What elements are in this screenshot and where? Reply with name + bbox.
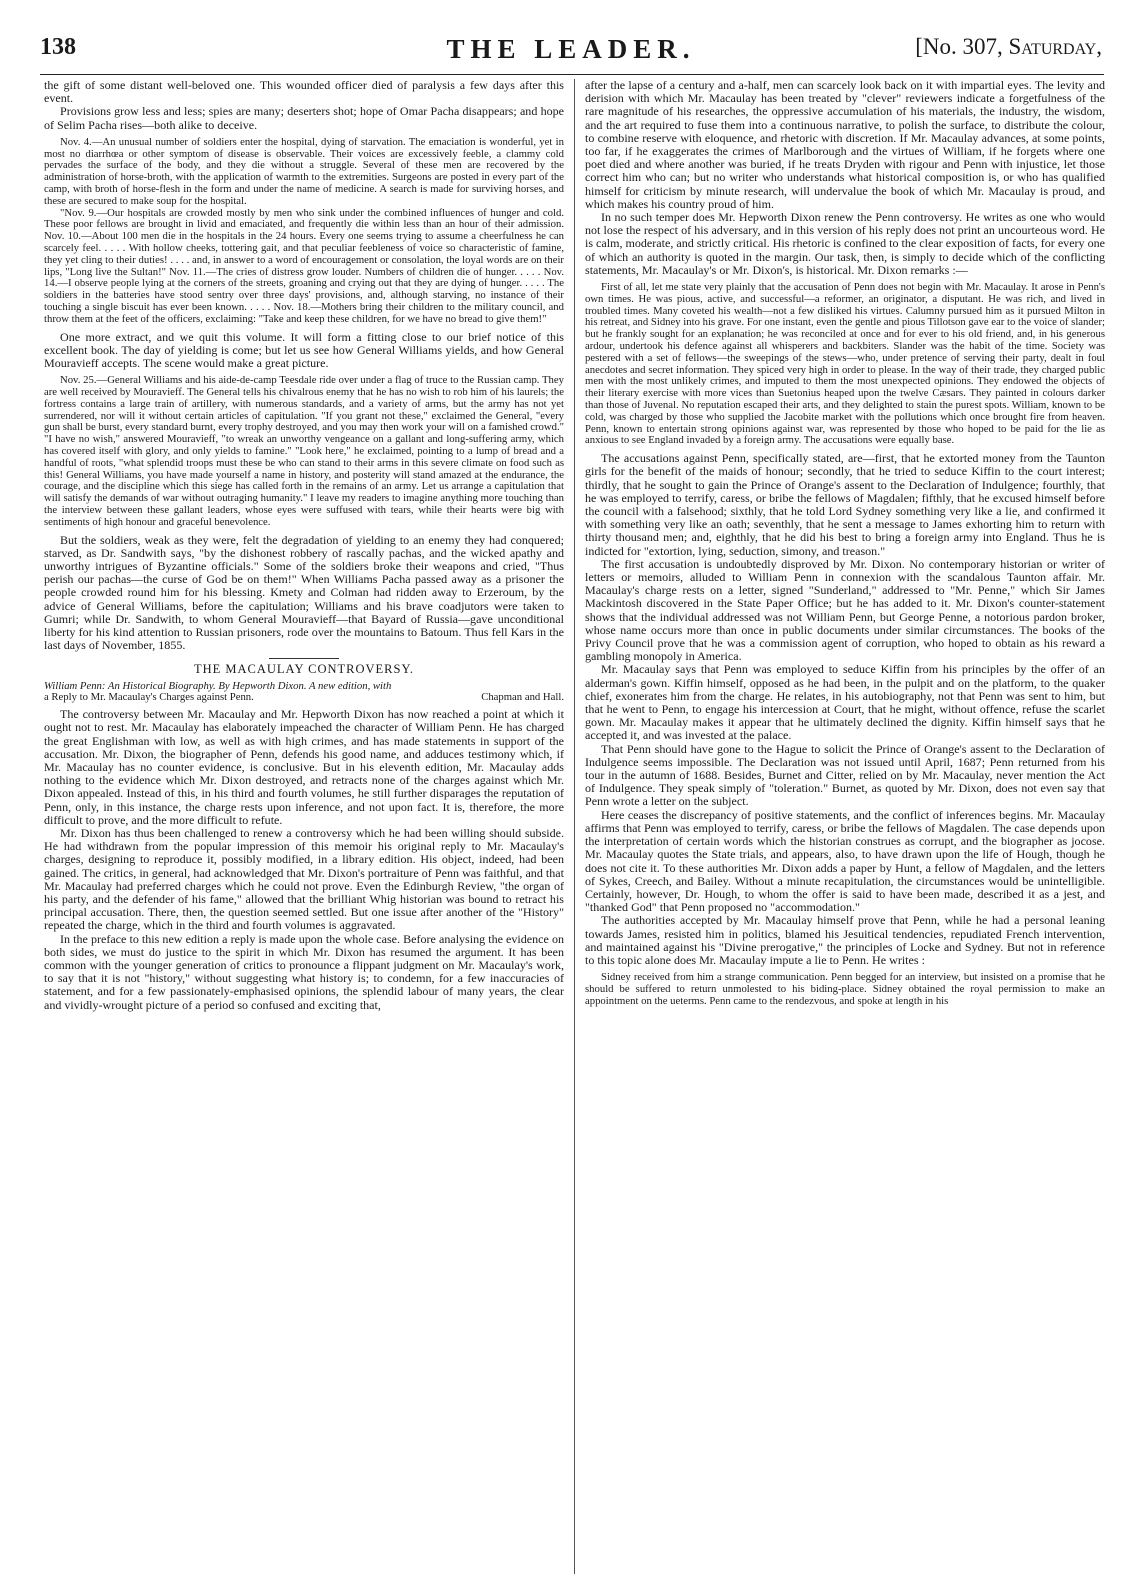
paragraph: The accusations against Penn, specifically stated, are—first, that he extorted money from the Taunton girls for the benefit of the maids of honour; secondly, that he tried to seduce Kiffin to the court interest; thirdly, that he sought to gain the Prince of Orange's assent to the Declaration of Indulgence; fourthly, that he was employed to terrify, caress, or bribe the fellows of Magdalen; fifthly, that he excused himself before the council with a falsehood; sixthly, that he told Lord Sydney something very like a lie, and confirmed it with something very like an oath; seventhly, that he sent a message to James exhorting him to return with thirty thousand men; and, eighthly, that he did his best to bring a foreign army into England. Thus he is indicted for "extortion, lying, seduction, simony, and treason." [585,451,1105,558]
page-number: 138 [40,34,76,60]
quoted-extract: Nov. 4.—An unusual number of soldiers enter the hospital, dying of starvation. The emaciation is wonderful, yet in most no diarrhœa or other symptom of disease is observable. Their voices are excessively feeble, a clammy cold pervades the surface of the body, and they die without a struggle. Several of these men are recovered by the administration of horse-broth, with the application of warmth to the extremities. Surgeons are posted in every part of the camp, with broth of horse-flesh in the form and under the name of medicine. A search is made for surviving horses, and these are secured to make soup for the hospital. [44,135,564,207]
issue-day: Saturday, [1008,34,1102,59]
quoted-extract: First of all, let me state very plainly that the accusation of Penn does not begin with Mr. Macaulay. It arose in Penn's own times. He was pious, active, and successful—a reformer, an originator, a disputant. He was rich, and lived in troubled times. Many coveted his wealth—not a few disliked his virtues. Calumny pursued him as it pursued Milton in his retreat, and Sidney into his grave. For one instant, even the gentle and pious Tillotson gave ear to the voice of slander; but he frankly sought for an explanation; he was reconciled at once and for ever to his old friend, and, in his generous ardour, undertook his defence against all whisperers and backbiters. Slander was the habit of the time. Society was pestered with a set of fellows—the sweepings of the stews—who, under pretence of serving their party, dealt in foul anecdotes and secret information. They spiced very high in order to please. In the way of their trade, they charged public men with the most unlikely crimes, and imputed to them the most unexpected opinions. They endowed the objects of their literary exercise with more vices than Suetonius heaped upon the twelve Cæsars. They painted in colours darker than those of Juvenal. No reputation escaped their arts, and they delighted to stain the purest spots. William, known to be cold, was charged by those who supplied the Jacobite market with the pollutions which once brought fire from heaven. Penn, known to entertain strong opinions against war, was represented by those who hoped to be paid for the lie as anxious to see England invaded by a foreign army. The accusations were equally base. [585,281,1105,447]
paragraph: But the soldiers, weak as they were, felt the degradation of yielding to an enemy they had conquered; starved, as Dr. Sandwith says, "by the dishonest robbery of rascally pachas, and the wicked apathy and unworthy intrigues of Byzantine officials." Some of the soldiers broke their weapons and cried, "Thus perish our pachas—the curse of God be on them!" When Williams Pacha passed away as a prisoner the people crowded round him for his blessing. Kmety and Colman had ridden away to Erzeroum, by the advice of General Williams, before the capitulation; Williams and his brave coadjutors were taken to Gumri; while Dr. Sandwith, to whom General Mouravieff—that Bayard of Russia—gave unconditional liberty for his kind attention to Russian prisoners, rode over the mountains to Batoum. Thus fell Kars in the last days of November, 1855. [44,532,564,653]
paragraph: The controversy between Mr. Macaulay and Mr. Hepworth Dixon has now reached a point at which it ought not to rest. Mr. Macaulay has elaborately impeached the character of William Penn. He has charged the great Englishman with low, as well as with high crimes, and has made statements in support of the accusation. Mr. Dixon, the biographer of Penn, defends his good name, and adduces testimony which, if Mr. Macaulay has no counter evidence, is conclusive. But in his eleventh edition, Mr. Macaulay adds nothing to the evidence which Mr. Dixon destroyed, and retracts none of the charges against which Mr. Dixon appealed. Instead of this, in his third and fourth volumes, he still further disparages the reputation of Penn, only, in this instance, the charge rests upon inference, and not upon fact. It is, therefore, the more difficult to prove, and the more difficult to refute. [44,707,564,827]
quoted-extract: Sidney received from him a strange communication. Penn begged for an interview, but insisted on a promise that he should be suffered to return unmolested to his biding-place. Sidney obtained the royal permission to make an appointment on the ueterms. Penn came to the rendezvous, and spoke at length in his [585,971,1105,1007]
book-citation-subtitle: a Reply to Mr. Macaulay's Charges against Penn. [44,691,254,704]
book-citation [44,681,564,705]
right-column [585,79,1105,1574]
issue-info [915,34,1102,60]
quoted-extract: Nov. 25.—General Williams and his aide-de-camp Teesdale ride over under a flag of truce to the Russian camp. They are well received by Mouravieff. The General tells his chivalrous enemy that he has no wish to rob him of his laurels; the fortress contains a large train of artillery, with numerous standards, and a variety of arms, but the army has not yet surrendered, nor will it without certain articles of capitulation. "If you grant not these," exclaimed the General, "every gun shall be burst, every standard burnt, every trophy destroyed, and you may then work your will on a famished crowd." "I have no wish," answered Mouravieff, "to wreak an unworthy vengeance on a gallant and long-suffering army, which has covered itself with glory, and only yields to famine." "Look here," he exclaimed, pointing to a lump of bread and a handful of roots, "what splendid troops must these be who can stand to their arms in this severe climate on food such as this! General Williams, you have made yourself a name in history, and posterity will stand amazed at the endurance, the courage, and the discipline which this siege has called forth in the remains of an army. Let us arrange a capitulation that will satisfy the demands of war without outraging humanity." I leave my readers to imagine anything more touching than the interview between these gallant leaders, whose eyes were suffused with tears, while their hearts were big with sentiments of high honour and graceful benevolence. [44,374,564,528]
left-column [44,79,564,1574]
paragraph: Here ceases the discrepancy of positive statements, and the conflict of inferences begins. Mr. Macaulay affirms that Penn was employed to terrify, caress, or bribe the fellows of Magdalen. The case depends upon the interpretation of certain words which the historian construes as corrupt, and the biographer as jocose. Mr. Macaulay quotes the State trials, and appears, also, to have drawn upon the life of Hough, though he does not cite it. To these authorities Mr. Dixon adds a paper by Hunt, a fellow of Magdalen, and the letters of Sykes, Creech, and Bailey. Without a minute recapitulation, the circumstances would be unintelligible. Certainly, however, Dr. Hough, to whom the offer is said to have been made, described it as a jest, and "thanked God" that Penn proposed no "accommodation." [585,807,1105,915]
issue-number: [No. 307, [915,34,1009,59]
paragraph: The first accusation is undoubtedly disproved by Mr. Dixon. No contemporary historian or writer of letters or memoirs, alluded to William Penn in connexion with the scandalous Taunton affair. Mr. Macaulay's charge rests on a letter, signed "Sunderland," addressed to "Mr. Penne," which Sir James Mackintosh discovered in the State Paper Office; but he has added to it. Mr. Dixon's counter-statement shows that the individual addressed was not William Penn, but George Penne, a notorious pardon broker, whose name occurs more than once in public documents under similar circumstances. The books of the Privy Council prove that he was a commission agent of corruption, who hoped to obtain as his reward a gambling monopoly in America. [585,556,1105,664]
paragraph: That Penn should have gone to the Hague to solicit the Prince of Orange's assent to the Declaration of Indulgence seems impossible. The Declaration was not issued until April, 1687; Penn returned from his tour in the autumn of 1688. Besides, Burnet and Citter, relied on by Mr. Macaulay, never mention the Act of Indulgence. They speak simply of "toleration." Burnet, as quoted by Mr. Dixon, does not even say that Penn wrote a letter on the subject. [585,741,1105,809]
paragraph: In no such temper does Mr. Hepworth Dixon renew the Penn controversy. He writes as one who would not lose the respect of his adversary, and in this version of his reply does not print an uncourteous word. He is calm, moderate, and strictly critical. His rhetoric is confined to the clear exposition of facts, for every one of which an authority is quoted in the margin. Our task, then, is simply to decide which of the conflicting statements, Mr. Macaulay's or Mr. Dixon's, is historical. Mr. Dixon remarks :— [585,210,1105,277]
header-rule [40,74,1104,75]
quoted-extract: "Nov. 9.—Our hospitals are crowded mostly by men who sink under the combined influences of hunger and cold. These poor fellows are brought in livid and emaciated, and frequently die within less than an hour of their admission. Nov. 10.—About 100 men die in the hospitals in the 24 hours. Every one seems trying to assume a cheerfulness he can scarcely feel. . . . . With hollow cheeks, tottering gait, and that peculiar feebleness of voice so characteristic of famine, they yet cling to their duties! . . . . and, in answer to a word of encouragement or consolation, the loyal words are on their lips, "Long live the Sultan!" Nov. 11.—The cries of distress grow louder. Numbers of children die of hunger. . . . . Nov. 14.—I observe people lying at the corners of the streets, groaning and crying out that they are dying of hunger. . . . . The soldiers in the batteries have stood sentry over three days' provisions, and, although starving, no instance of their touching a single biscuit has ever been known. . . . . Nov. 18.—Mothers bring their children to the military council, and throw them at the feet of the officers, exclaiming: "Take and keep these children, for we have no bread to give them!" [44,206,564,325]
column-divider [574,79,575,1574]
paragraph: Provisions grow less and less; spies are many; deserters shot; hope of Omar Pacha disappears; and hope of Selim Pacha rises—both alike to deceive. [44,104,564,132]
section-title: THE MACAULAY CONTROVERSY. [193,662,415,677]
page-header [40,34,1102,74]
paragraph: the gift of some distant well-beloved one. This wounded officer died of paralysis a few days after this event. [44,79,564,106]
book-publisher: Chapman and Hall. [481,691,564,704]
paragraph: The authorities accepted by Mr. Macaulay himself prove that Penn, while he had a personal leaning towards James, resisted him in politics, blamed his Jesuitical tendencies, repudiated French intervention, and maintained against his "Divine prerogative," the principles of Locke and Sydney. But not in reference to this topic alone does Mr. Macaulay impute a lie to Penn. He writes : [585,913,1105,967]
book-citation-title: William Penn: An Historical Biography. By Hepworth Dixon. A new edition, with [44,679,392,692]
paragraph: In the preface to this new edition a reply is made upon the whole case. Before analysing the evidence on both sides, we must do justice to the spirit in which Mr. Dixon has resumed the argument. It has been common with the younger generation of critics to pronounce a flippant judgment on Mr. Macaulay's work, to say that it is not "history," without suggesting what history is; to condemn, for a few inaccuracies of statement, and for a few passionately-emphasised opinions, the splendid labour of many years, the clear and vividly-wrought picture of a period so confused and exciting that, [44,931,564,1012]
paragraph: Mr. Dixon has thus been challenged to renew a controversy which he had been willing should subside. He had withdrawn from the popular impression of this memoir his original reply to Mr. Macaulay's charges, designing to reproduce it, possibly modified, in a library edition. His object, indeed, had been gained. The critics, in general, had acknowledged that Mr. Dixon's portraiture of Penn was faithful, and that Mr. Macaulay had preferred charges which he could not prove. Even the Edinburgh Review, "the organ of his party, and the defender of his fame," allowed that the brilliant Whig historian was bound to retract his principal accusation. There, then, the question seemed settled. But one issue after another of the "History" repeated the charge, which in the third and fourth volumes is aggravated. [44,825,564,933]
paragraph: Mr. Macaulay says that Penn was employed to seduce Kiffin from his principles by the offer of an alderman's gown. Kiffin himself, opposed as he had been, in the pulpit and on the platform, to the quaker chief, exonerates him from the charge. He relates, in his autobiography, not that Penn was sent to him, but that he went to Penn, to engage his intercession at Court, that he might, without offence, refuse the scarlet gown. Mr. Macaulay makes it appear that he ultimately declined the dignity. Kiffin himself says that he accepted it, and was invested at the palace. [585,662,1105,743]
paragraph: One more extract, and we quit this volume. It will form a fitting close to our brief notice of this excellent book. The day of yielding is come; but let us see how General Williams yields, and how General Mouravieff accepts. The scene would make a great picture. [44,329,564,370]
section-rule [269,658,339,659]
masthead-title: THE LEADER. [446,34,696,64]
paragraph: after the lapse of a century and a-half, men can scarcely look back on it with impartial eyes. The levity and derision with which Mr. Macaulay has been treated by "clever" reviewers indicate a forgetfulness of the rare magnitude of his researches, the oppressive accumulation of his materials, the industry, the wisdom, and the art required to fuse them into a continuous narrative, to polish the surface, to distribute the colour, to combine reserve with eloquence, and rhetoric with discretion. If Mr. Macaulay advances, at some points, too far, if he exaggerates the crimes of Marlborough and the virtues of William, if he forgets where one poet died and where another was buried, if he treats Dryden with rigour and Penn with injustice, let those correct him who can; but no writer who understands what historical composition is, or who has qualified himself for criticism by minute research, will undervalue the book of which Mr. Macaulay is proud, and which makes his country proud of him. [585,79,1105,211]
